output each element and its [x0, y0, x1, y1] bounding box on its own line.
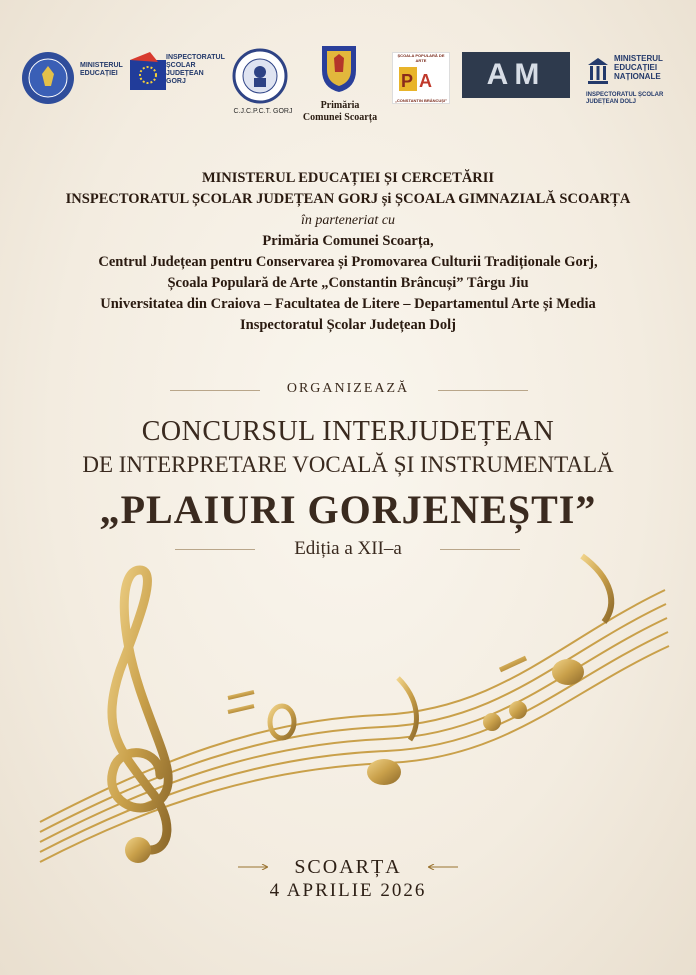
isj-gorj-line: JUDEȚEAN: [166, 70, 204, 77]
ministry-line: MINISTERUL EDUCAȚIEI ȘI CERCETĂRII: [201, 170, 495, 186]
treble-clef-icon: [112, 570, 169, 850]
am-logo: [462, 52, 570, 98]
music-staff-illustration: [0, 550, 696, 870]
primaria-label: [290, 100, 390, 124]
isj-gorj-line: INSPECTORATUL: [166, 54, 225, 61]
beamed-notes-icon: [483, 656, 527, 731]
inspectorate-line: INSPECTORATUL ȘCOLAR JUDEȚEAN GORJ și ȘCOALA GIMNAZIALĂ SCOARȚA: [65, 191, 631, 207]
institution-building-icon: [586, 56, 610, 86]
date-label: 4 APRILIE 2026: [269, 880, 427, 901]
ministerul-educatiei-label: MINISTERUL EDUCAȚIEI: [80, 62, 123, 77]
partner-line: Inspectoratul Școlar Județean Dolj: [239, 317, 457, 333]
guvernul-seal-icon: [20, 50, 76, 106]
partnership-line: în parteneriat cu: [300, 213, 396, 228]
spa-monogram-icon: [393, 63, 449, 97]
isj-dolj-label: [586, 92, 686, 106]
primaria-logo: [318, 42, 360, 94]
partner-line: Școala Populară de Arte „Constantin Brâncuși” Târgu Jiu: [167, 275, 529, 291]
cjcpct-label: C.J.C.P.C.T. GORJ: [233, 108, 293, 115]
partner-line: Centrul Județean pentru Conservarea și Promovarea Culturii Tradiționale Gorj,: [98, 254, 598, 270]
primaria-line: Comunei Scoarța: [302, 112, 378, 123]
cjcpct-seal-icon: [232, 48, 288, 104]
isj-gorj-line: ȘCOLAR: [166, 62, 196, 69]
isj-gorj-line: GORJ: [166, 78, 186, 85]
isj-dolj-line: INSPECTORATUL ȘCOLAR: [586, 92, 664, 98]
primaria-line: Primăria: [320, 100, 360, 111]
eighth-note-icon: [367, 678, 416, 785]
min-nat-line: MINISTERUL: [614, 54, 663, 63]
isj-dolj-line: JUDEȚEAN DOLJ: [586, 99, 637, 105]
scoala-populara-title: ȘCOALA POPULARĂ DE ARTE: [397, 53, 445, 63]
min-nat-label: [614, 54, 676, 81]
scoala-populara-sub: „CONSTANTIN BRÂNCUȘI”: [394, 98, 448, 103]
contest-name: „PLAIURI GORJENEȘTI”: [99, 487, 597, 532]
partner-line: Primăria Comunei Scoarța,: [262, 233, 434, 249]
organizeaza-label: ORGANIZEAZĂ: [286, 381, 410, 396]
contest-title-line1: CONCURSUL INTERJUDEȚEAN: [141, 416, 555, 447]
svg-text:A: A: [419, 71, 432, 91]
partner-line: Universitatea din Craiova – Facultatea de Litere – Departamentul Arte și Media: [100, 296, 596, 312]
edition-label: Ediția a XII–a: [294, 538, 402, 559]
coat-of-arms-icon: [318, 42, 360, 94]
am-logo-text: AM: [486, 58, 546, 91]
min-nat-line: EDUCAȚIEI: [614, 63, 658, 72]
sharp-sign-icon: [228, 678, 254, 728]
eighth-note-large-icon: [552, 554, 611, 685]
contest-title-line2: DE INTERPRETARE VOCALĂ ȘI INSTRUMENTALĂ: [82, 452, 614, 477]
eu-flag-icon: [128, 52, 170, 94]
logos-row: [0, 40, 696, 135]
isj-gorj-label: [166, 54, 228, 86]
whole-note-icon: [270, 706, 294, 738]
guvernul-logo: [20, 50, 76, 106]
svg-text:P: P: [401, 71, 414, 91]
min-nat-logo: [586, 56, 610, 86]
organizers-block: [0, 168, 696, 336]
location-label: SCOARȚA: [294, 856, 402, 878]
cjcpct-logo: [232, 48, 288, 104]
isj-gorj-logo: [128, 52, 170, 94]
scoala-populara-logo: [392, 52, 450, 104]
min-nat-line: NAȚIONALE: [614, 72, 661, 81]
